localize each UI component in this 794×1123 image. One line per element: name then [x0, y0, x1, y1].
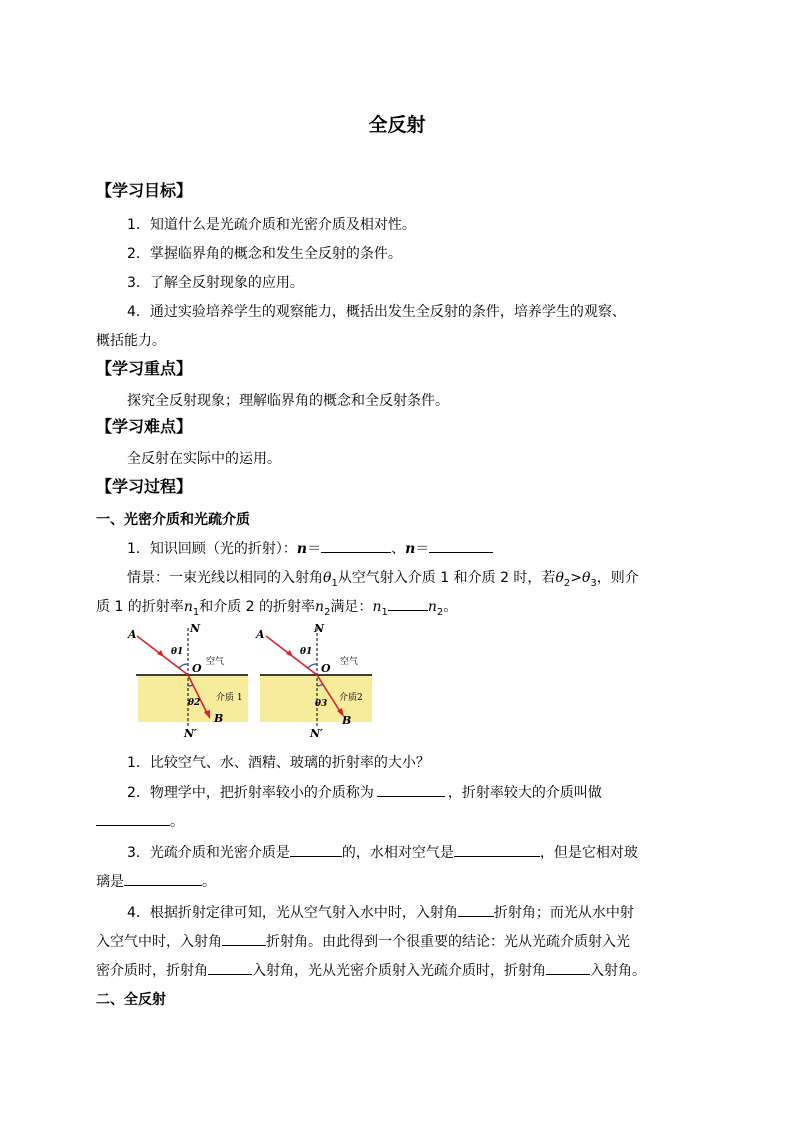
scenario-text: 满足：	[330, 599, 373, 615]
theta-symbol: θ	[581, 570, 591, 586]
subscript: 2	[436, 606, 444, 618]
question-text: 折射角；而光从水中射	[493, 905, 634, 921]
label-o: O	[192, 662, 202, 675]
label-theta3: θ3	[315, 699, 328, 709]
n-symbol: n	[405, 541, 416, 557]
answer-blank[interactable]	[377, 782, 445, 797]
question-text: 的，水相对空气是	[341, 845, 454, 861]
objective-item: 3．了解全反射现象的应用。	[127, 275, 304, 291]
question-text: 入空气中时，入射角	[96, 934, 222, 950]
theta-symbol: θ	[323, 570, 332, 586]
question-3-cont	[96, 871, 216, 891]
section-heading-objectives: 【学习目标】	[96, 181, 193, 200]
section-heading-process: 【学习过程】	[96, 477, 193, 496]
question-text: 密介质时，折射角	[96, 963, 208, 979]
equals-sign: ＝	[307, 541, 322, 557]
answer-blank[interactable]	[454, 842, 540, 857]
answer-blank[interactable]	[222, 931, 266, 946]
refraction-diagram-1	[118, 620, 248, 738]
n-italic: n	[372, 599, 382, 615]
label-air: 空气	[340, 657, 359, 667]
question-text: 。	[202, 874, 216, 890]
focus-text: 探究全反射现象；理解临界角的概念和全反射条件。	[127, 393, 449, 409]
label-n: N	[190, 622, 201, 635]
answer-blank[interactable]	[546, 960, 590, 975]
question-1: 1．比较空气、水、酒精、玻璃的折射率的大小？	[127, 755, 430, 771]
answer-blank[interactable]	[388, 596, 428, 611]
section-heading-focus: 【学习重点】	[96, 359, 193, 378]
part1-heading: 一、光密介质和光疏介质	[96, 512, 250, 528]
answer-blank[interactable]	[458, 902, 494, 917]
question-2	[127, 782, 602, 802]
separator: 、	[391, 541, 406, 557]
label-theta1: θ1	[300, 647, 313, 657]
question-4-cont	[96, 960, 646, 980]
question-text: 4．根据折射定律可知，光从空气射入水中时，入射角	[127, 905, 458, 921]
question-text: 2．物理学中，把折射率较小的介质称为	[127, 785, 374, 801]
angle-arc	[308, 664, 317, 668]
question-4-cont	[96, 931, 630, 951]
question-text: 折射角。由此得到一个很重要的结论：光从光疏介质射入光	[266, 934, 630, 950]
label-b: B	[342, 714, 352, 727]
difficulty-text: 全反射在实际中的运用。	[127, 451, 281, 467]
subscript: 1	[331, 577, 338, 589]
n-italic: n	[315, 599, 325, 615]
equals-sign: ＝	[415, 541, 430, 557]
label-n: N	[314, 622, 325, 635]
question-text: 入射角，光从光密介质射入光疏介质时，折射角	[252, 963, 546, 979]
subscript: 3	[590, 577, 597, 589]
label-medium: 介质 1	[216, 693, 243, 703]
part2-heading: 二、全反射	[96, 992, 166, 1008]
label-medium: 介质2	[339, 693, 363, 703]
review-prefix: 1．知识回顾（光的折射）：	[127, 541, 297, 557]
label-a: A	[256, 628, 265, 641]
scenario-text: ，则介	[596, 570, 639, 586]
scenario-line	[127, 567, 639, 589]
label-a: A	[128, 628, 137, 641]
label-b: B	[214, 712, 224, 725]
question-text: ，折射率较大的介质叫做	[447, 785, 602, 801]
arrow-head	[286, 650, 293, 657]
question-text: 璃是	[96, 874, 124, 890]
question-4	[127, 902, 634, 922]
label-theta2: θ2	[188, 698, 201, 708]
label-n-prime: N′	[184, 727, 197, 738]
question-2-cont	[96, 811, 184, 831]
question-text: 。	[170, 814, 184, 830]
angle-arc	[179, 664, 188, 668]
label-air: 空气	[206, 657, 225, 667]
scenario-text: 情景：一束光线以相同的入射角	[127, 570, 323, 586]
objective-item: 4．通过实验培养学生的观察能力，概括出发生全反射的条件，培养学生的观察、	[127, 304, 626, 320]
question-text: ，但是它相对玻	[539, 845, 638, 861]
section-heading-difficulty: 【学习难点】	[96, 417, 193, 436]
scenario-text: 从空气射入介质 1 和介质 2 时，若	[337, 570, 556, 586]
scenario-text: 质 1 的折射率	[96, 599, 184, 615]
objective-item: 2．掌握临界角的概念和发生全反射的条件。	[127, 246, 402, 262]
n-italic: n	[183, 599, 193, 615]
n-italic: n	[427, 599, 437, 615]
question-text: 入射角。	[590, 963, 646, 979]
answer-blank[interactable]	[96, 811, 170, 826]
gt-sign: >	[570, 570, 582, 586]
subscript: 2	[563, 577, 571, 589]
review-line	[127, 538, 493, 558]
theta-symbol: θ	[555, 570, 564, 586]
arrow-head	[157, 650, 164, 657]
answer-blank[interactable]	[429, 538, 493, 553]
objective-item: 1．知道什么是光疏介质和光密介质及相对性。	[127, 217, 416, 233]
n-symbol: n	[296, 541, 308, 557]
question-3	[127, 842, 638, 862]
subscript: 1	[192, 606, 200, 618]
period: 。	[443, 599, 458, 615]
answer-blank[interactable]	[208, 960, 252, 975]
scenario-line	[96, 596, 457, 618]
label-n-prime: N′	[310, 727, 323, 738]
objective-item: 概括能力。	[96, 333, 166, 349]
subscript: 2	[324, 606, 331, 618]
refraction-diagram-2	[242, 620, 372, 738]
label-o: O	[321, 662, 331, 675]
subscript: 1	[381, 606, 388, 618]
label-theta1: θ1	[171, 647, 184, 657]
question-text: 3．光疏介质和光密介质是	[127, 845, 290, 861]
answer-blank[interactable]	[124, 871, 202, 886]
answer-blank[interactable]	[321, 538, 391, 553]
answer-blank[interactable]	[290, 842, 342, 857]
scenario-text: 和介质 2 的折射率	[199, 599, 316, 615]
page-title: 全反射	[368, 114, 426, 136]
